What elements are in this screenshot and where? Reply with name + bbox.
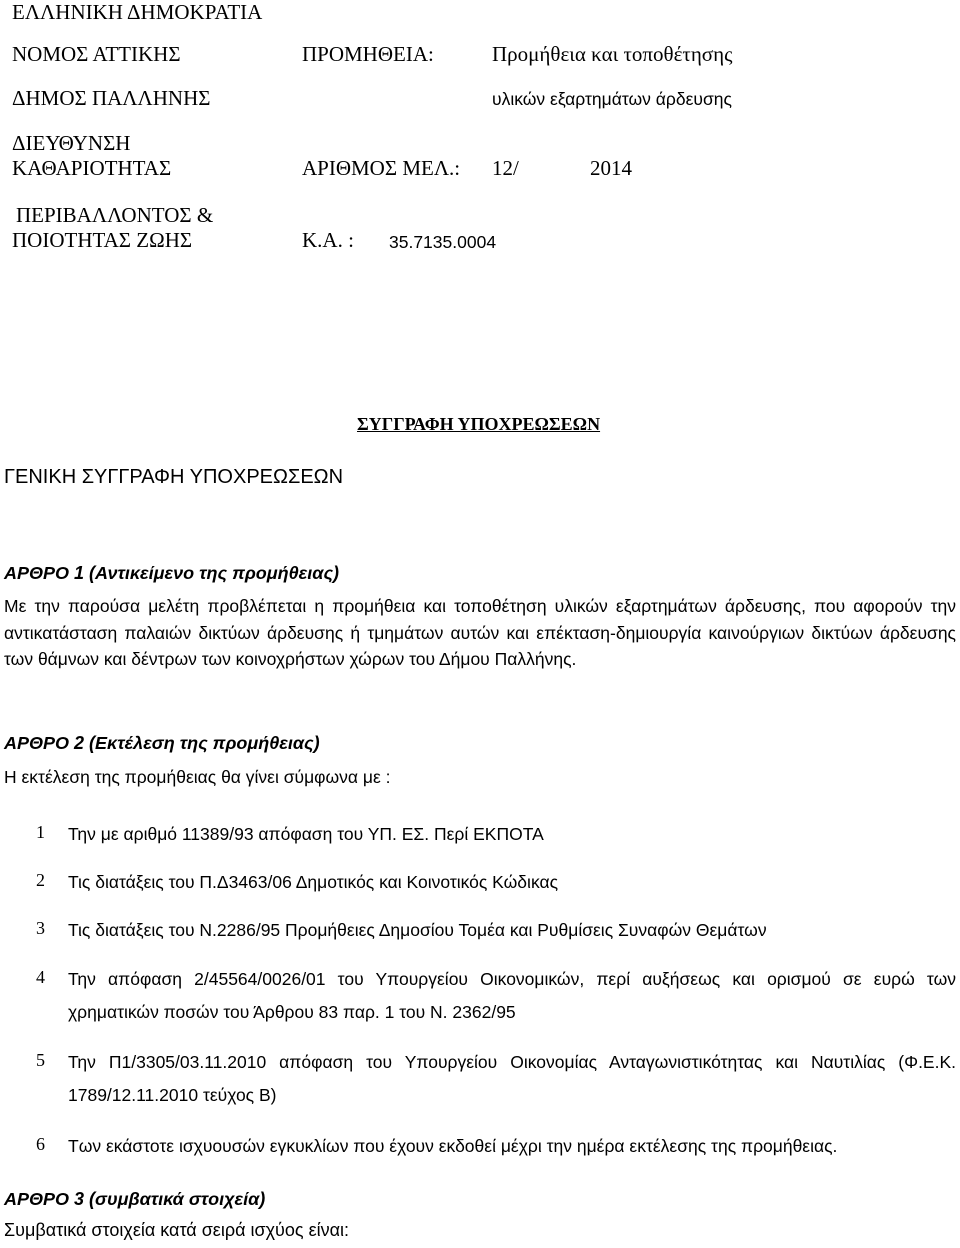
list-item-number: 1	[36, 822, 45, 842]
article-3-intro: Συμβατικά στοιχεία κατά σειρά ισχύος είναι:	[4, 1220, 349, 1240]
article-1-body: Με την παρούσα μελέτη προβλέπεται η προμήθεια και τοποθέτηση υλικών εξαρτημάτων άρδευσης, που αφορούν την αντικατάσταση παλαιών δικτύων άρδευσης ή τμημάτων αυτών και επέκταση-δημιουργία καινούργιων δικτύων άρδευσης των θάμνων και δέντρων των κοινοχρήστων χώρων του Δήμου Παλλήνης.	[4, 596, 956, 669]
directorate-label-line1: ΔΙΕΥΘΥΝΣΗ	[12, 131, 131, 155]
directorate-label-line2: ΚΑΘΑΡΙΟΤΗΤΑΣ	[12, 156, 172, 180]
study-year: 2014	[590, 156, 632, 180]
study-number-label: ΑΡΙΘΜΟΣ ΜΕΛ.:	[302, 156, 461, 180]
list-item-text: Την Π1/3305/03.11.2010 απόφαση του Υπουργείου Οικονομίας Ανταγωνιστικότητας και Ναυτιλίας (Φ.Ε.Κ. 1789/12.11.2010 τεύχος Β)	[68, 1052, 956, 1105]
environment-label-line1: ΠΕΡΙΒΑΛΛΟΝΤΟΣ &	[16, 203, 214, 227]
list-item-number: 6	[36, 1134, 45, 1154]
study-number-value: 12/	[492, 156, 519, 180]
article-1-title: ΑΡΘΡΟ 1 (Αντικείμενο της προμήθειας)	[4, 563, 340, 583]
supply-value-line2: υλικών εξαρτημάτων άρδευσης	[492, 89, 732, 109]
list-item-text: Των εκάστοτε ισχυουσών εγκυκλίων που έχουν εκδοθεί μέχρι την ημέρα εκτέλεσης της προμήθειας.	[68, 1136, 838, 1156]
list-item-text: Την απόφαση 2/45564/0026/01 του Υπουργείου Οικονομικών, περί αυξήσεως και ορισμού σε ευρώ των χρηματικών ποσών του Άρθρου 83 παρ. 1 του Ν. 2362/95	[68, 969, 956, 1022]
article-2-title: ΑΡΘΡΟ 2 (Εκτέλεση της προμήθειας)	[4, 733, 320, 753]
list-item-text: Τις διατάξεις του Ν.2286/95 Προμήθειες Δημοσίου Τομέα και Ρυθμίσεις Συναφών Θεμάτων	[68, 920, 767, 940]
ka-label: Κ.Α. :	[302, 228, 354, 252]
article-3-title: ΑΡΘΡΟ 3 (συμβατικά στοιχεία)	[4, 1189, 266, 1209]
list-item-text: Την με αριθμό 11389/93 απόφαση του ΥΠ. ΕΣ. Περί ΕΚΠΟΤΑ	[68, 824, 544, 844]
general-title: ΓΕΝΙΚΗ ΣΥΓΓΡΑΦΗ ΥΠΟΧΡΕΩΣΕΩΝ	[4, 466, 344, 488]
prefecture-label: ΝΟΜΟΣ ΑΤΤΙΚΗΣ	[12, 42, 181, 66]
document-title: ΣΥΓΓΡΑΦΗ ΥΠΟΧΡΕΩΣΕΩΝ	[357, 414, 601, 434]
ka-value: 35.7135.0004	[389, 232, 497, 252]
supply-label: ΠΡΟΜΗΘΕΙΑ:	[302, 42, 434, 66]
list-item-number: 5	[36, 1050, 45, 1070]
list-item-number: 2	[36, 870, 45, 890]
list-item-number: 4	[36, 967, 45, 987]
municipality-label: ΔΗΜΟΣ ΠΑΛΛΗΝΗΣ	[12, 86, 211, 110]
article-2-intro: Η εκτέλεση της προμήθειας θα γίνει σύμφωνα με :	[4, 767, 391, 787]
environment-label-line2: ΠΟΙΟΤΗΤΑΣ ΖΩΗΣ	[12, 228, 193, 252]
republic-heading: ΕΛΛΗΝΙΚΗ ΔΗΜΟΚΡΑΤΙΑ	[12, 0, 263, 24]
supply-value-line1: Προμήθεια και τοποθέτησης	[492, 42, 733, 66]
list-item-text: Τις διατάξεις του Π.Δ3463/06 Δημοτικός και Κοινοτικός Κώδικας	[68, 872, 559, 892]
list-item-number: 3	[36, 918, 45, 938]
